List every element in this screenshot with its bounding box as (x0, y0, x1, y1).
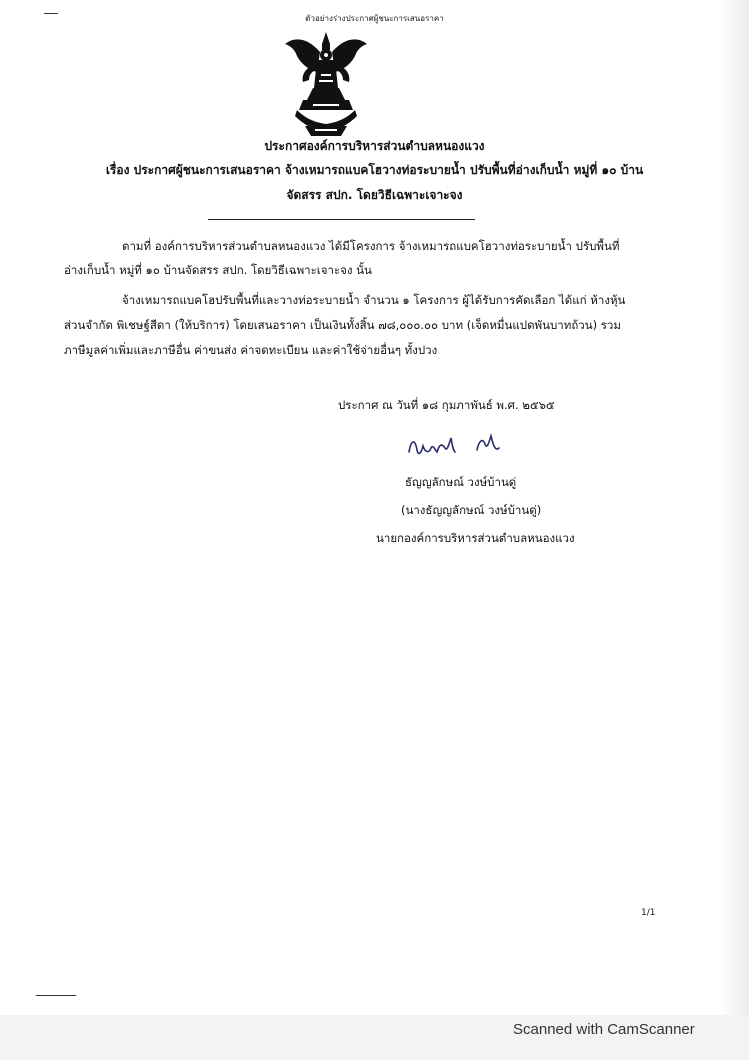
signature-full-name: (นางธัญญลักษณ์ วงษ์บ้านดู่) (401, 503, 542, 517)
announcement-org-title: ประกาศองค์การบริหารส่วนตำบลหนองแวง (264, 139, 485, 153)
bottom-edge-mark (36, 995, 76, 996)
handwritten-signature (405, 430, 515, 460)
scanner-watermark: Scanned with CamScanner (513, 1021, 695, 1038)
announcement-subject-line-2: จัดสรร สปก. โดยวิธีเฉพาะเจาะจง (286, 188, 463, 202)
signature-name: ธัญญลักษณ์ วงษ์บ้านดู่ (405, 475, 517, 489)
body-paragraph-2-line-3: ภาษีมูลค่าเพิ่มและภาษีอื่น ค่าขนส่ง ค่าจดทะเบียน และค่าใช้จ่ายอื่นๆ ทั้งปวง (64, 343, 438, 357)
announcement-subject-line-1: เรื่อง ประกาศผู้ชนะการเสนอราคา จ้างเหมารถแบคโฮวางท่อระบายน้ำ ปรับพื้นที่อ่างเก็บน้ำ หมู่ที่ ๑๐ บ้าน (105, 163, 644, 177)
page-number: 1/1 (641, 908, 656, 918)
body-paragraph-1-line-1: ตามที่ องค์การบริหารส่วนตำบลหนองแวง ได้มีโครงการ จ้างเหมารถแบคโฮวางท่อระบายน้ำ ปรับพื้นที่ (122, 239, 620, 253)
signature-position: นายกองค์การบริหารส่วนตำบลหนองแวง (376, 531, 575, 545)
body-paragraph-1-line-2: อ่างเก็บน้ำ หมู่ที่ ๑๐ บ้านจัดสรร สปก. โดยวิธีเฉพาะเจาะจง นั้น (64, 263, 372, 277)
garuda-emblem (283, 30, 369, 138)
header-note: ตัวอย่างร่างประกาศผู้ชนะการเสนอราคา (305, 14, 444, 23)
title-divider (208, 219, 475, 220)
body-paragraph-2-line-2: ส่วนจำกัด พิเชษฐ์สีดา (ให้บริการ) โดยเสนอราคา เป็นเงินทั้งสิ้น ๗๘,๐๐๐.๐๐ บาท (เจ็ดหมื่นแปดพันบาทถ้วน) รวม (64, 318, 621, 332)
announcement-date: ประกาศ ณ วันที่ ๑๘ กุมภาพันธ์ พ.ศ. ๒๕๖๕ (338, 398, 555, 412)
body-paragraph-2-line-1: จ้างเหมารถแบคโฮปรับพื้นที่และวางท่อระบายน้ำ จำนวน ๑ โครงการ ผู้ได้รับการคัดเลือก ได้แก่ ห้างหุ้น (122, 293, 626, 307)
